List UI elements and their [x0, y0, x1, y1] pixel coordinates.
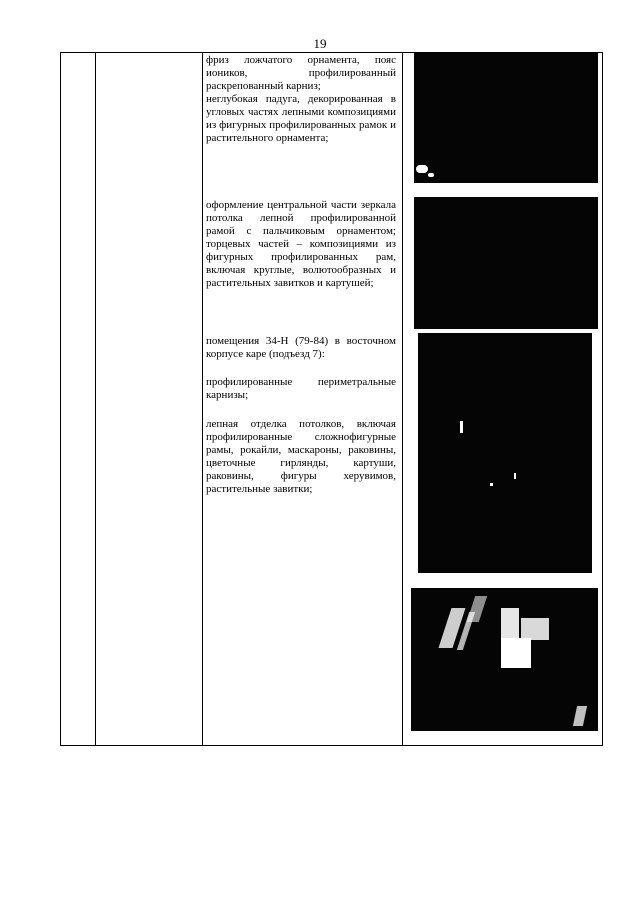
paragraph: профилированные периметральные карнизы; [206, 376, 396, 401]
paragraph: неглубокая падуга, декорированная в угловых частях лепными композициями из фигурных профилированных рамок и растительного орнамента; [206, 93, 396, 144]
paragraph: лепная отделка потолков, включая профилированные сложнофигурные рамы, рокайли, маскароны, раковины, цветочные гирлянды, картуши, раковины, фигуры херувимов, растительные завитки; [206, 418, 396, 495]
text-block-1 [206, 54, 396, 145]
column-divider-2 [202, 53, 203, 745]
photo-ceiling-frieze [414, 53, 598, 183]
text-block-4 [206, 376, 396, 402]
paragraph: оформление центральной части зеркала потолка лепной профилированной рамой с пальчиковым орнаментом; торцевых частей – композициями из фигурных профилированных рам, включая круглые, волютообразных и растительных завитков и картушей; [206, 199, 396, 289]
text-block-5 [206, 418, 396, 496]
column-divider-3 [402, 53, 403, 745]
page-number: 19 [313, 36, 327, 51]
paragraph: фриз ложчатого орнамента, пояс иоников, профилированный раскрепованный карниз; [206, 54, 396, 92]
photo-stucco-ceiling-detail [411, 588, 598, 731]
text-block-3 [206, 335, 396, 361]
column-divider-1 [95, 53, 96, 745]
photo-room-34-n [418, 333, 592, 573]
paragraph: помещения 34-Н (79-84) в восточном корпусе каре (подъезд 7): [206, 335, 396, 360]
text-block-2 [206, 199, 396, 290]
photo-ceiling-central-frame [414, 197, 598, 329]
